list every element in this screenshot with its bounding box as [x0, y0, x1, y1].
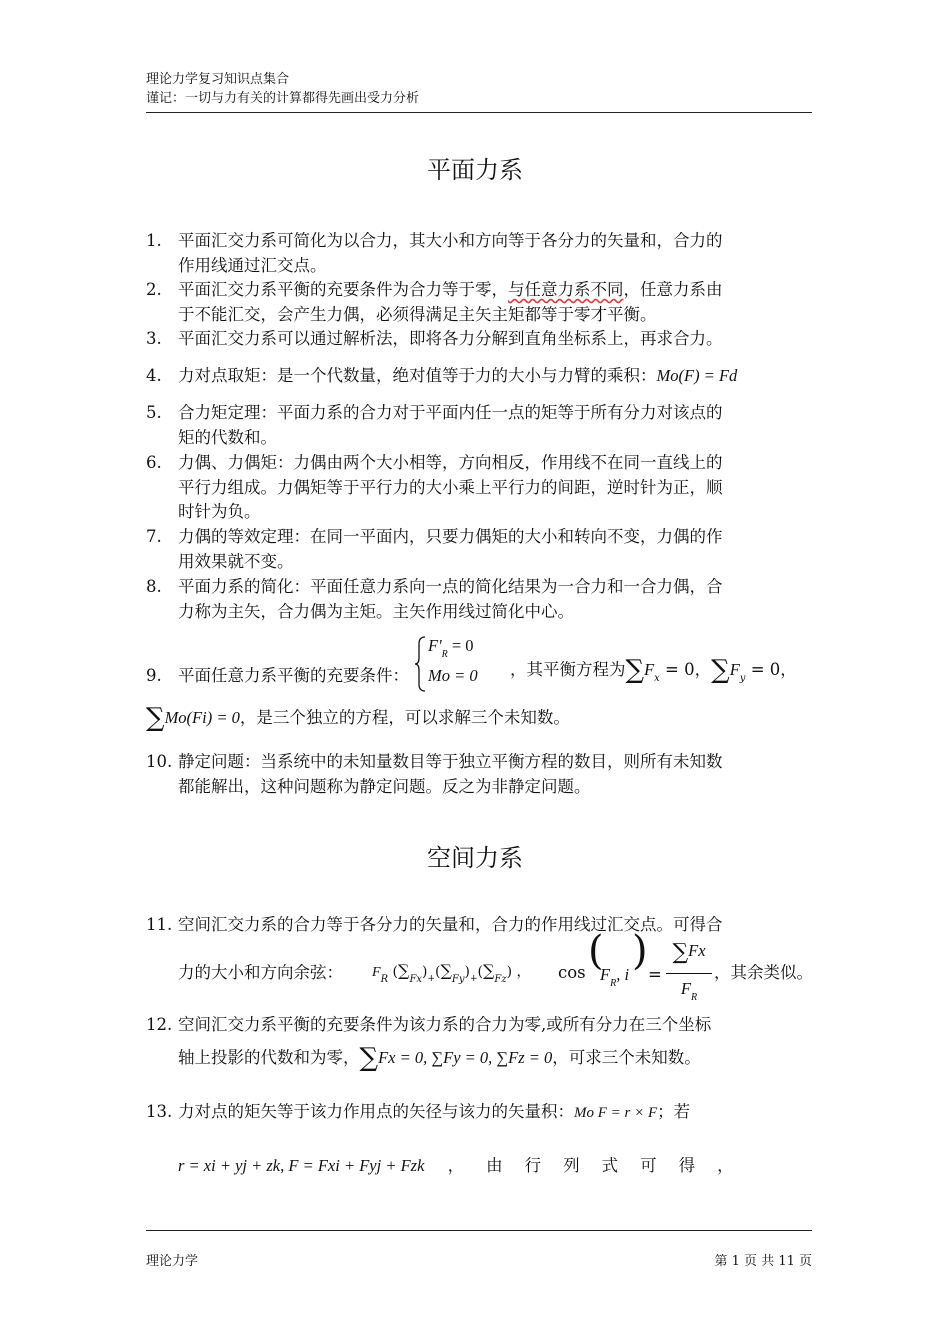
sum-icon: ∑	[711, 655, 730, 685]
list-item-13	[146, 1098, 812, 1188]
sum-icon: ∑	[440, 961, 452, 980]
header-rule	[146, 112, 812, 113]
frac-num: Fx	[688, 941, 706, 960]
item-text: 用效果就不变。	[178, 551, 294, 571]
list-item-8	[146, 575, 812, 624]
footer-title: 理论力学	[146, 1254, 199, 1269]
eq1-rhs: = 0	[665, 660, 695, 679]
resultant-magnitude-formula: $F_R$ $(\sum_{Fx})_+(\sum_{Fy})_+(\sum_{Fz})$ ，	[372, 961, 531, 985]
item-text: ，由行列式可得，	[447, 1156, 756, 1175]
section-title-planar: 平面力系	[427, 156, 523, 184]
vector-definition-formula: r = xi + yj + zk, F = Fxi + Fyj + Fzk	[178, 1156, 425, 1175]
sum-fx: Fx	[409, 974, 423, 985]
condition-1-var: F'	[428, 636, 442, 655]
item-text: ，其余类似。	[714, 963, 813, 982]
comma: ，	[780, 660, 797, 679]
equilibrium-line-2	[146, 703, 570, 733]
cos-i: , i	[616, 965, 630, 984]
item-number: 10.	[146, 752, 173, 771]
list-item-10	[146, 750, 812, 799]
item-number: 3.	[146, 329, 162, 348]
item-text: 平面任意力系平衡的充要条件：	[178, 666, 409, 685]
direction-cosine-formula: cos ( $F_R$, i ) = ∑Fx $F_R$ ，其余类似。	[558, 928, 813, 1003]
sum-fz: Fz	[494, 974, 507, 985]
item-text: 空间汇交力系的合力等于各分力的矢量和，合力的作用线过汇交点。可得合	[178, 915, 723, 934]
list-item-2	[146, 278, 812, 327]
paren-right: )	[632, 928, 648, 974]
item-text: 静定问题：当系统中的未知量数目等于独立平衡方程的数目，则所有未知数	[178, 752, 723, 771]
list-item-5	[146, 401, 812, 450]
item-text: ，可求三个未知数。	[552, 1047, 701, 1067]
item-number: 2.	[146, 280, 162, 299]
eq1-sub: x	[654, 673, 660, 684]
moment-sum-formula: Mo(Fi) = 0	[164, 708, 240, 727]
item-number: 12.	[146, 1015, 173, 1034]
sum-icon: ∑	[359, 1042, 379, 1073]
item-text: 平面汇交力系平衡的充要条件为合力等于零，	[178, 280, 508, 299]
header-motto: 谨记：一切与力有关的计算都得先画出受力分析	[146, 91, 420, 106]
item-text: 力的大小和方向余弦：	[178, 963, 343, 982]
item-number: 11.	[146, 915, 173, 934]
item-text: 于不能汇交，会产生力偶，必须得满足主矢主矩都等于零才平衡。	[178, 304, 657, 324]
cos-arg-sub: R	[610, 978, 617, 989]
page-number: 第 1 页 共 11 页	[714, 1254, 812, 1269]
spellcheck-underline-text: 与任意力系不同	[508, 280, 624, 299]
header-title: 理论力学复习知识点集合	[146, 72, 290, 87]
list-item-4	[146, 364, 812, 389]
fr-var: F	[372, 965, 381, 980]
item-text: 力对点取矩：是一个代数量，绝对值等于力的大小与力臂的乘积：	[178, 366, 657, 385]
condition-2: Mo = 0	[428, 666, 478, 685]
footer-rule	[146, 1230, 812, 1231]
item-text: 平面力系的简化：平面任意力系向一点的简化结果为一合力和一合力偶，合	[178, 577, 723, 596]
item-number: 4.	[146, 366, 162, 385]
item-text: 空间汇交力系平衡的充要条件为该力系的合力为零,或所有分力在三个坐标	[178, 1015, 712, 1034]
item-text: 平行力组成。力偶矩等于平行力的大小乘上平行力的间距，逆时针为正，顺	[178, 477, 723, 497]
item-text: 轴上投影的代数和为零，	[178, 1047, 360, 1067]
cos-arg: F	[600, 965, 611, 984]
item-text: 力对点的矩矢等于该力作用点的矢径与该力的矢量积：	[178, 1102, 574, 1121]
item-text: ，任意力系由	[623, 280, 723, 299]
item-number: 5.	[146, 403, 162, 422]
sum-icon: ∑	[672, 940, 689, 965]
item-number: 9.	[146, 666, 162, 685]
item-text: 合力矩定理：平面力系的合力对于平面内任一点的矩等于所有分力对该点的	[178, 403, 723, 422]
moment-formula: Mo(F) = Fd	[656, 366, 738, 385]
item-number: 8.	[146, 577, 162, 596]
sum-icon: ∑	[483, 961, 495, 980]
paren-left: (	[588, 928, 604, 974]
equilibrium-conditions	[414, 634, 514, 692]
equilibrium-equations	[510, 655, 797, 692]
item-text: 平面汇交力系可简化为以合力，其大小和方向等于各分力的矢量和，合力的	[178, 231, 723, 250]
item-text: 作用线通过汇交点。	[178, 255, 327, 275]
item-text: ，是三个独立的方程，可以求解三个未知数。	[239, 708, 570, 727]
cos-label: cos	[558, 963, 586, 982]
item-number: 7.	[146, 527, 162, 546]
eq2-rhs: = 0	[750, 660, 781, 679]
item-text: 时针为负。	[178, 502, 261, 521]
list-item-12	[146, 1013, 812, 1073]
item-text: 都能解出，这种问题称为静定问题。反之为非静定问题。	[178, 776, 591, 796]
condition-1-sub: R	[441, 649, 448, 660]
sum-icon: ∑	[398, 961, 410, 980]
list-item-7	[146, 525, 812, 574]
list-item-6	[146, 451, 812, 525]
fr-sub: R	[380, 974, 389, 985]
condition-1-rhs: = 0	[451, 636, 474, 655]
item-text: 力称为主矢，合力偶为主矩。主矢作用线过简化中心。	[178, 601, 574, 621]
spatial-equilibrium-formula: Fx = 0, ∑Fy = 0, ∑Fz = 0	[378, 1047, 553, 1067]
item-text: 矩的代数和。	[178, 427, 277, 447]
list-item-9	[146, 634, 812, 734]
item-text: 平面汇交力系可以通过解析法，即将各力分解到直角坐标系上，再求合力。	[178, 329, 723, 348]
list-item-11	[146, 913, 812, 1013]
item-text: ，其平衡方程为	[510, 660, 626, 679]
sum-icon: ∑	[625, 655, 645, 685]
fraction-bar	[666, 973, 712, 974]
item-number: 1.	[146, 231, 162, 250]
eq1-var: F	[644, 660, 655, 679]
eq2-var: F	[729, 660, 740, 679]
item-text: ；若	[657, 1102, 691, 1121]
comma: ，	[694, 660, 712, 679]
list-item-1	[146, 229, 812, 278]
section-title-spatial: 空间力系	[427, 844, 523, 872]
item-text: 力偶的等效定理：在同一平面内，只要力偶矩的大小和转向不变，力偶的作	[178, 527, 723, 546]
frac-den: F	[680, 979, 691, 998]
page-header	[146, 70, 812, 108]
sum-icon: ∑	[146, 703, 165, 733]
item-number: 6.	[146, 453, 162, 472]
moment-vector-formula: Mo F = r × F	[574, 1105, 658, 1121]
item-text: 力偶、力偶矩：力偶由两个大小相等，方向相反，作用线不在同一直线上的	[178, 453, 723, 472]
list-item-3	[146, 327, 812, 352]
item-number: 13.	[146, 1102, 173, 1121]
sum-fy: Fy	[451, 974, 465, 985]
left-brace-icon	[414, 636, 428, 692]
frac-den-sub: R	[690, 992, 698, 1003]
eq2-sub: y	[739, 673, 746, 684]
